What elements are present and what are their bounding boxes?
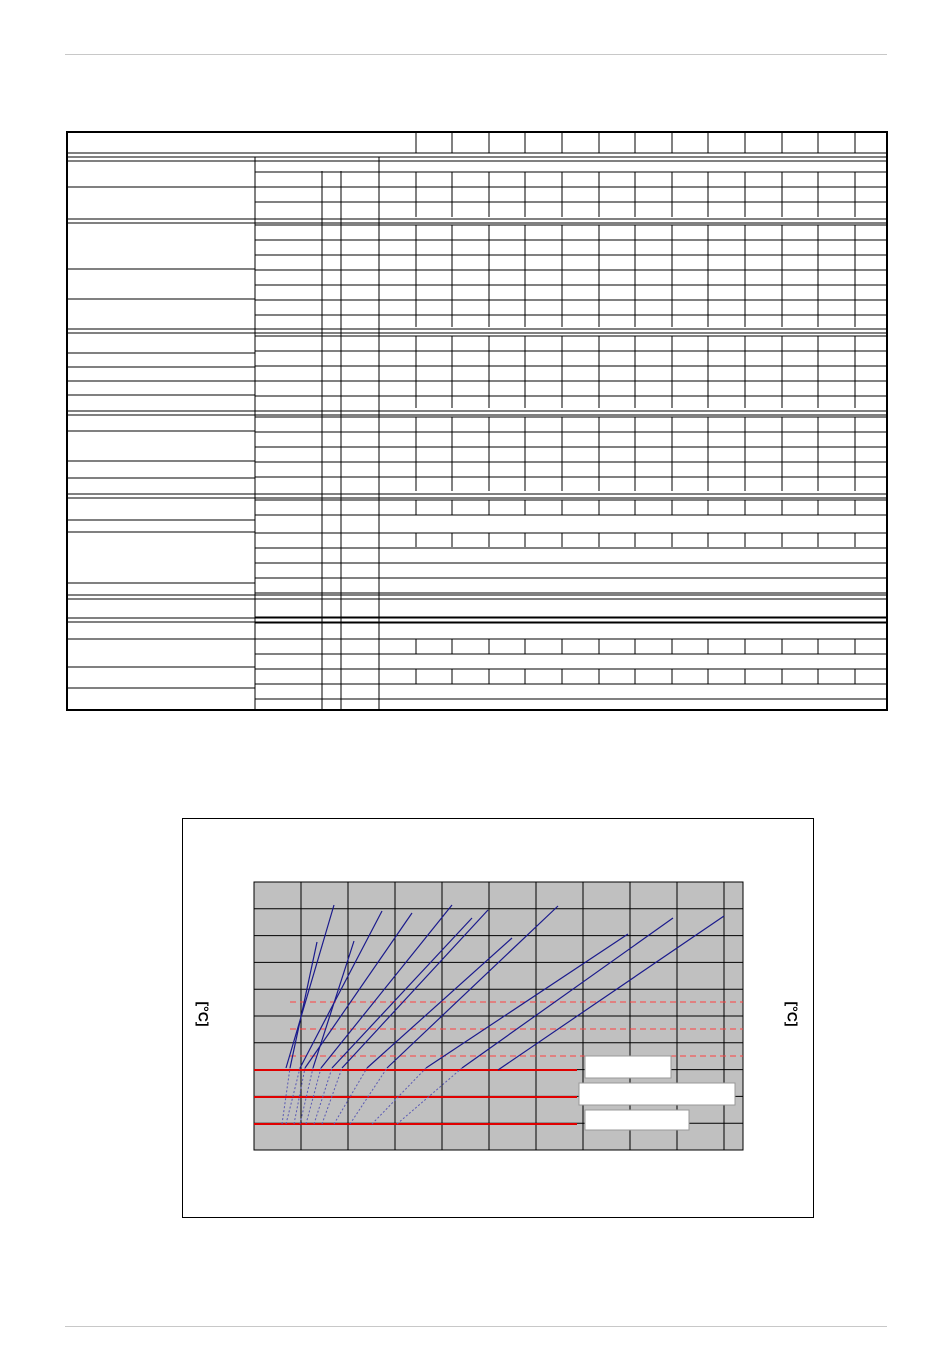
y-axis-unit-left: [°C] xyxy=(195,1001,212,1027)
footer-rule xyxy=(65,1326,887,1327)
y-axis-unit-right: [°C] xyxy=(784,1001,801,1027)
spec-table xyxy=(66,131,888,711)
temperature-chart xyxy=(182,818,814,1218)
legend-box-3 xyxy=(585,1110,689,1130)
header-rule xyxy=(65,54,887,55)
legend-box-2 xyxy=(579,1083,735,1105)
legend-box-1 xyxy=(585,1056,671,1078)
